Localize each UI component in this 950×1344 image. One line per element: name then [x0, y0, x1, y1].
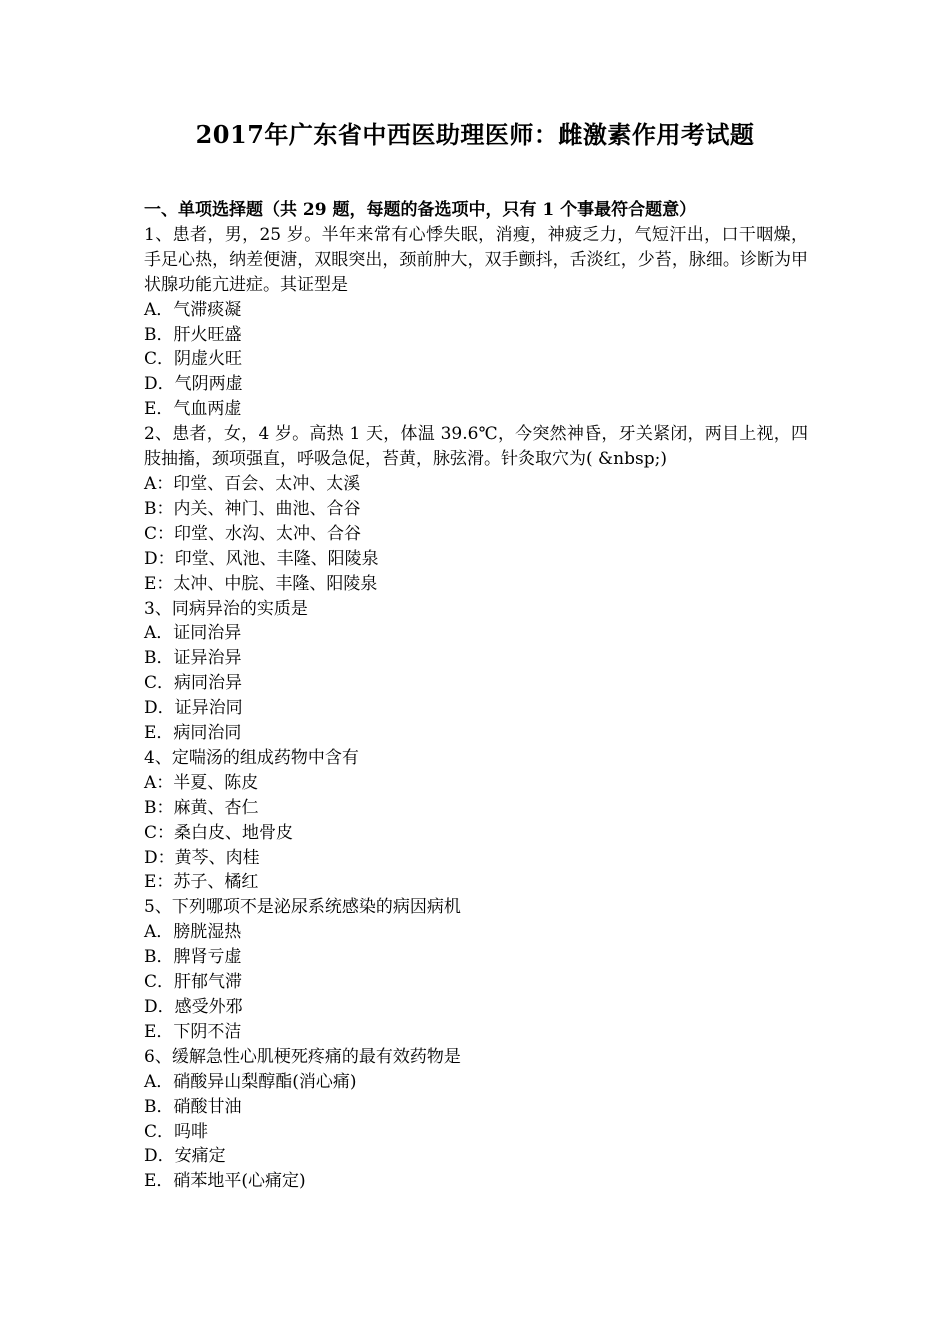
option-d: D：印堂、风池、丰隆、阳陵泉	[144, 548, 379, 569]
option-e: E．气血两虚	[144, 399, 242, 420]
option-c: C：印堂、水沟、太冲、合谷	[144, 523, 362, 544]
question-text: 4、定喘汤的组成药物中含有	[144, 747, 359, 768]
option-d: D：黄芩、肉桂	[144, 847, 260, 868]
option-b: B．硝酸甘油	[144, 1096, 242, 1117]
option-a: A．膀胱湿热	[144, 922, 242, 943]
question-2	[144, 422, 808, 596]
section-heading: 一、单项选择题（共 29 题，每题的备选项中，只有 1 个事最符合题意）	[144, 200, 697, 220]
option-b: B．证异治异	[144, 648, 242, 669]
option-e: E：太冲、中脘、丰隆、阳陵泉	[144, 573, 378, 594]
option-a: A．气滞痰凝	[144, 299, 242, 320]
option-b: B．脾肾亏虚	[144, 947, 242, 968]
option-c: C．吗啡	[144, 1121, 209, 1142]
option-b: B：麻黄、杏仁	[144, 797, 259, 818]
option-c: C：桑白皮、地骨皮	[144, 822, 294, 843]
question-5	[144, 895, 808, 1044]
option-b: B：内关、神门、曲池、合谷	[144, 498, 361, 519]
option-e: E．下阴不洁	[144, 1021, 242, 1042]
option-c: C．肝郁气滞	[144, 972, 243, 993]
question-text: 5、下列哪项不是泌尿系统感染的病因病机	[144, 897, 461, 918]
option-e: E．病同治同	[144, 723, 242, 744]
question-text: 6、缓解急性心肌梗死疼痛的最有效药物是	[144, 1046, 461, 1067]
option-e: E．硝苯地平(心痛定)	[144, 1171, 306, 1192]
option-a: A．证同治异	[144, 623, 242, 644]
option-b: B．肝火旺盛	[144, 324, 242, 345]
question-text: 1、患者，男，25 岁。半年来常有心悸失眠，消瘦，神疲乏力，气短汗出，口干咽燥，手足心热，纳差便溏，双眼突出，颈前肿大，双手颤抖，舌淡红，少苔，脉细。诊断为甲状腺功能亢进症。其证型是	[144, 224, 808, 295]
option-d: D．安痛定	[144, 1146, 226, 1167]
question-1	[144, 223, 808, 422]
option-d: D．证异治同	[144, 698, 243, 719]
question-3	[144, 597, 808, 746]
question-text: 3、同病异治的实质是	[144, 598, 308, 619]
option-c: C．病同治异	[144, 673, 243, 694]
option-a: A：印堂、百会、太冲、太溪	[144, 473, 361, 494]
document-title: 2017年广东省中西医助理医师：雌激素作用考试题	[195, 120, 755, 149]
question-4	[144, 746, 808, 895]
question-6	[144, 1045, 808, 1194]
option-d: D．气阴两虚	[144, 374, 243, 395]
option-d: D．感受外邪	[144, 997, 243, 1017]
option-a: A．硝酸异山梨醇酯(消心痛)	[144, 1071, 357, 1092]
question-text: 2、患者，女，4 岁。高热 1 天，体温 39.6℃，今突然神昏，牙关紧闭，两目上视，四肢抽搐，颈项强直，呼吸急促，苔黄，脉弦滑。针灸取穴为( &nbsp;)	[144, 424, 808, 470]
option-e: E：苏子、橘红	[144, 872, 259, 893]
option-a: A：半夏、陈皮	[144, 772, 259, 793]
option-c: C．阴虚火旺	[144, 349, 243, 370]
exam-content	[144, 198, 808, 1194]
